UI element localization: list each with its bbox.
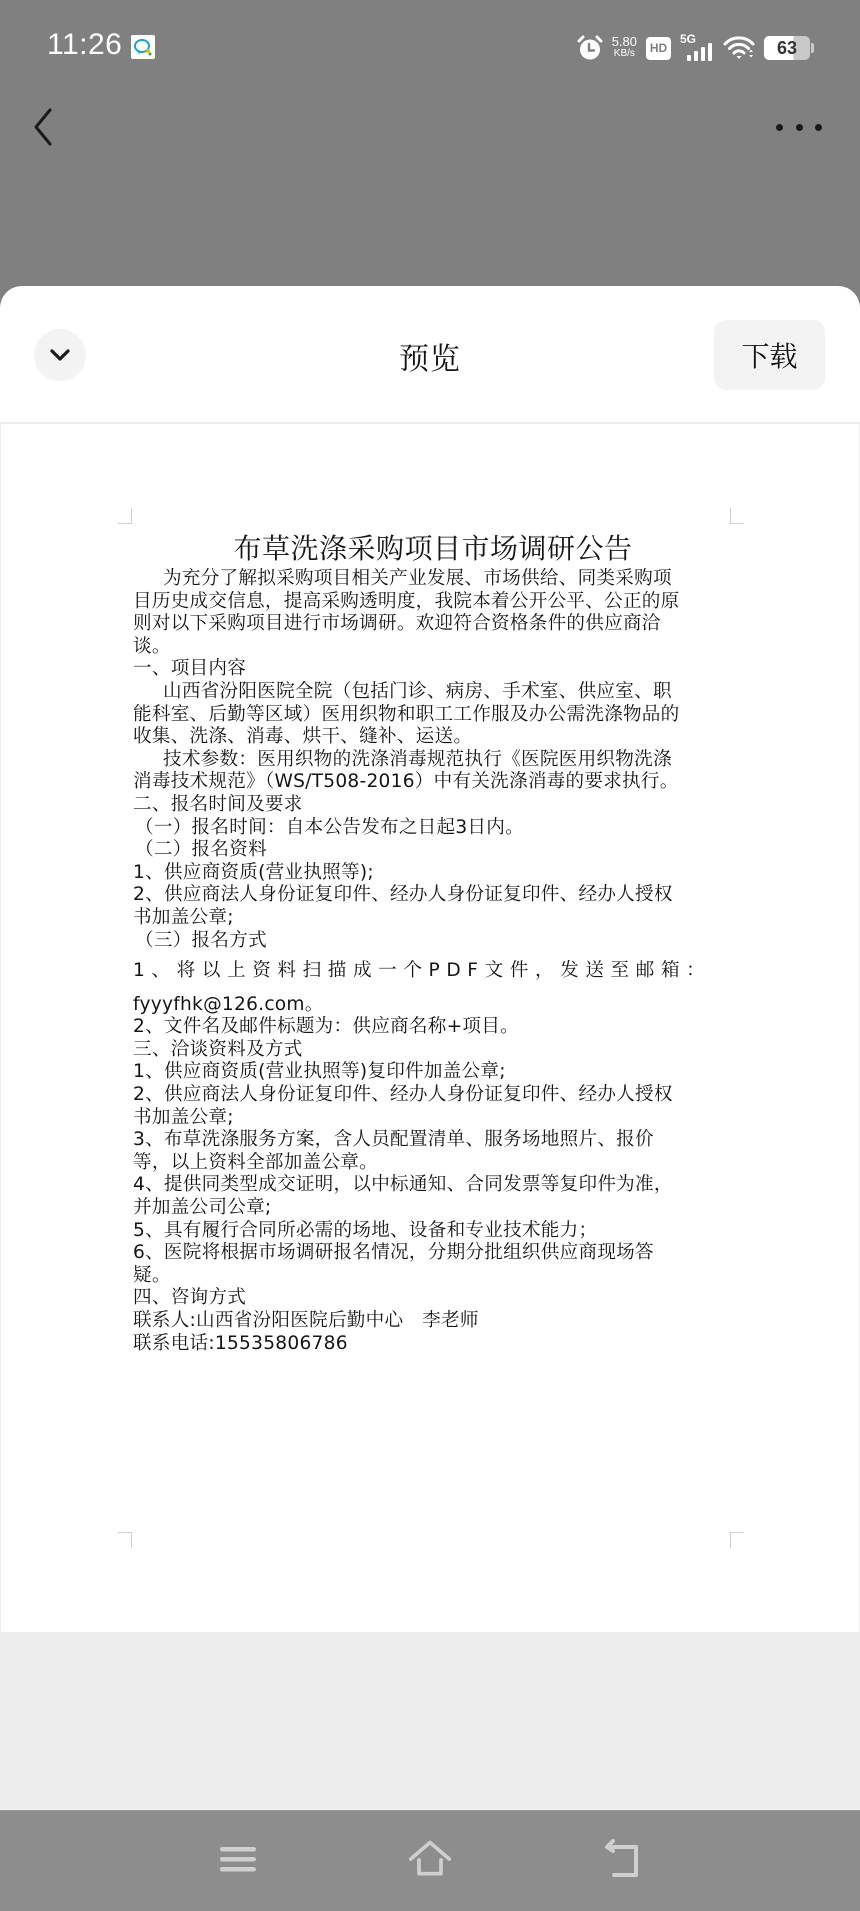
preview-sheet — [0, 286, 860, 1810]
document-line: 2、供应商法人身份证复印件、经办人身份证复印件、经办人授权 — [133, 884, 673, 906]
chat-bubble-app-icon — [131, 35, 155, 59]
battery-icon — [764, 36, 814, 60]
page-margin-mark — [118, 1532, 132, 1548]
document-line: 1、供应商资质(营业执照等)复印件加盖公章; — [133, 1061, 506, 1083]
more-options-button[interactable] — [776, 114, 822, 140]
hd-voice-icon: HD — [646, 37, 671, 60]
battery-level: 63 — [764, 36, 810, 60]
wifi-icon — [723, 35, 755, 61]
document-line: （二）报名资料 — [135, 839, 267, 861]
document-line: （三）报名方式 — [135, 929, 267, 951]
document-page[interactable] — [1, 424, 859, 1632]
document-line: 为充分了解拟采购项目相关产业发展、市场供给、同类采购项 — [163, 568, 672, 589]
system-nav-bar — [0, 1810, 860, 1911]
recent-apps-icon — [218, 1843, 258, 1875]
document-line: 三、洽谈资料及方式 — [133, 1038, 303, 1060]
page-margin-mark — [118, 508, 132, 524]
document-line: 2、供应商法人身份证复印件、经办人身份证复印件、经办人授权 — [133, 1084, 673, 1106]
system-back-button[interactable] — [600, 1837, 644, 1881]
document-line: 1、将以上资料扫描成一个PDF文件，发送至邮箱： — [133, 960, 712, 982]
document-line: 书加盖公章; — [133, 1106, 234, 1128]
document-line: 则对以下采购项目进行市场调研。欢迎符合资格条件的供应商洽 — [133, 613, 661, 635]
document-line: 书加盖公章; — [133, 906, 234, 928]
more-dots-icon — [776, 124, 783, 131]
document-line: 5、具有履行合同所必需的场地、设备和专业技术能力； — [133, 1219, 598, 1241]
document-line: 一、项目内容 — [133, 658, 247, 680]
document-line: 能科室、后勤等区域）医用织物和职工工作服及办公需洗涤物品的 — [133, 703, 680, 725]
document-line: 山西省汾阳医院全院（包括门诊、病房、手术室、供应室、职 — [163, 680, 672, 702]
document-line: 技术参数：医用织物的洗涤消毒规范执行《医院医用织物洗涤 — [163, 748, 672, 770]
download-button[interactable]: 下载 — [714, 320, 825, 390]
page-margin-mark — [730, 1532, 744, 1548]
document-line: 2、文件名及邮件标题为：供应商名称+项目。 — [133, 1016, 519, 1038]
sheet-title: 预览 — [399, 342, 461, 377]
document-text — [133, 568, 733, 1355]
document-line: （一）报名时间：自本公告发布之日起3日内。 — [135, 816, 524, 838]
document-line: 四、咨询方式 — [133, 1287, 247, 1309]
alarm-clock-icon — [577, 35, 603, 61]
document-line: 消毒技术规范》（WS/T508-2016）中有关洗涤消毒的要求执行。 — [133, 771, 679, 793]
document-body — [133, 530, 733, 1355]
status-icons — [577, 30, 814, 66]
document-line: 1、供应商资质(营业执照等); — [133, 861, 374, 883]
document-line: 联系人:山西省汾阳医院后勤中心 李老师 — [133, 1310, 479, 1331]
document-line: 并加盖公司公章; — [133, 1197, 272, 1219]
document-line: fyyyfhk@126.com。 — [133, 993, 324, 1015]
document-line: 疑。 — [133, 1264, 171, 1286]
document-line: 谈。 — [133, 635, 171, 657]
document-line: 4、提供同类型成交证明，以中标通知、合同发票等复印件为准， — [133, 1174, 673, 1196]
recent-apps-button[interactable] — [216, 1837, 260, 1881]
sheet-header — [0, 286, 860, 422]
document-line: 3、布草洗涤服务方案，含人员配置清单、服务场地照片、报价 — [133, 1129, 654, 1151]
document-line: 二、报名时间及要求 — [133, 793, 303, 815]
document-line: 联系电话:15535806786 — [133, 1332, 348, 1354]
status-time: 11:26 — [47, 28, 123, 61]
document-line: 等，以上资料全部加盖公章。 — [133, 1151, 378, 1173]
chevron-left-icon — [26, 104, 60, 150]
home-icon — [408, 1839, 452, 1879]
document-line: 目历史成交信息，提高采购透明度，我院本着公开公平、公正的原 — [133, 590, 680, 612]
home-button[interactable] — [408, 1837, 452, 1881]
document-line: 收集、洗涤、消毒、烘干、缝补、运送。 — [133, 726, 473, 748]
back-arrow-icon — [602, 1839, 642, 1879]
document-title: 布草洗涤采购项目市场调研公告 — [233, 532, 633, 565]
document-line: 6、医院将根据市场调研报名情况，分期分批组织供应商现场答 — [133, 1242, 654, 1264]
signal-bars-icon — [680, 33, 714, 63]
network-speed: 5.80 KB/s — [611, 34, 637, 59]
back-button[interactable] — [26, 104, 60, 150]
document-preview-area[interactable] — [0, 422, 860, 1810]
status-bar — [0, 0, 860, 96]
network-type-label: 5G — [680, 32, 697, 46]
page-margin-mark — [730, 508, 744, 524]
